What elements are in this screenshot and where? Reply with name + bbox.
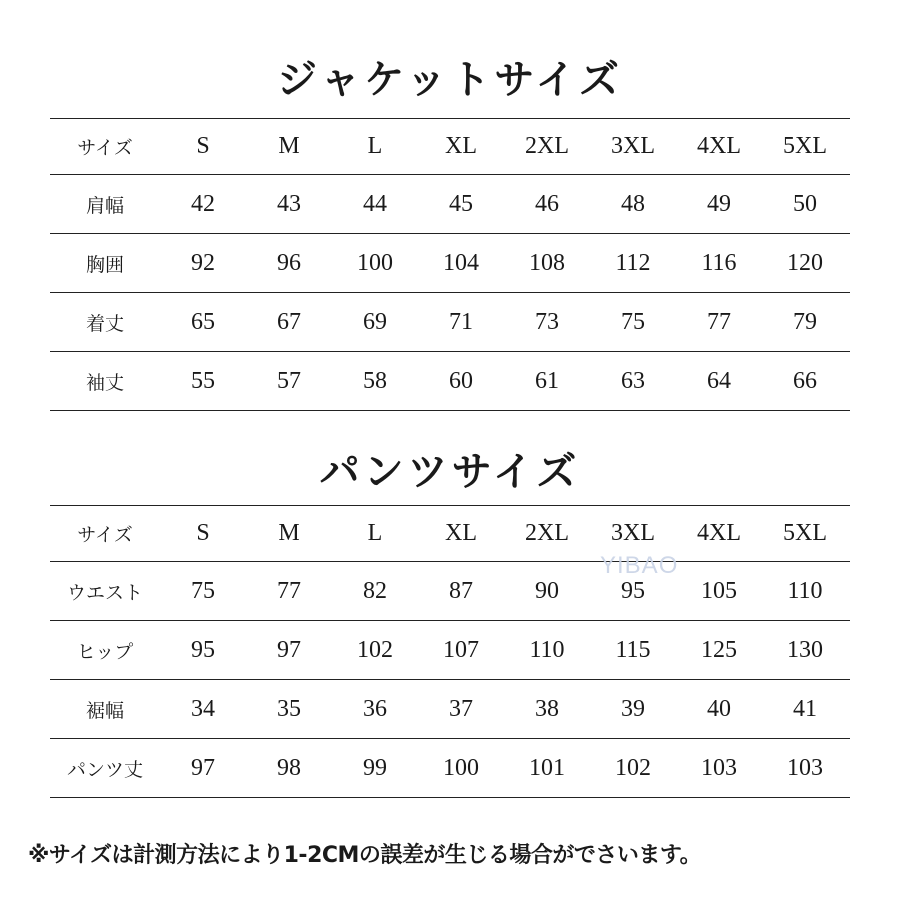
row-label: 着丈 [85, 312, 124, 335]
table-cell: 67 [277, 308, 301, 335]
table-cell: 77 [277, 577, 301, 604]
size-header: XL [445, 520, 477, 546]
table-cell: 112 [615, 249, 651, 276]
table-row [50, 561, 850, 620]
table-cell: 41 [793, 695, 817, 722]
table-row [50, 738, 850, 798]
table-cell: 107 [443, 636, 479, 663]
table-cell: 58 [363, 367, 387, 394]
table-cell: 125 [701, 636, 737, 663]
row-label: 肩幅 [85, 194, 124, 217]
table-cell: 99 [363, 754, 387, 781]
pants-size-table [50, 505, 850, 798]
table-cell: 63 [621, 367, 645, 394]
table-cell: 95 [621, 577, 645, 604]
table-cell: 73 [535, 308, 559, 335]
table-cell: 42 [191, 190, 215, 217]
table-cell: 110 [529, 636, 565, 663]
table-cell: 75 [621, 308, 645, 335]
table-cell: 71 [449, 308, 473, 335]
table-row [50, 233, 850, 292]
table-cell: 61 [535, 367, 559, 394]
table-cell: 87 [449, 577, 473, 604]
table-cell: 103 [787, 754, 823, 781]
measurement-note: ※サイズは計測方法により1-2CMの誤差が生じる場合がでさいます。 [28, 843, 702, 868]
size-header: S [196, 520, 210, 546]
table-cell: 44 [363, 190, 387, 217]
table-cell: 97 [277, 636, 301, 663]
table-cell: 69 [363, 308, 387, 335]
table-cell: 100 [357, 249, 393, 276]
table-cell: 79 [793, 308, 817, 335]
size-header: L [367, 133, 383, 159]
table-cell: 38 [535, 695, 559, 722]
size-header: 3XL [611, 520, 655, 546]
table-cell: 45 [449, 190, 473, 217]
table-header-row [50, 118, 850, 174]
size-header: 4XL [697, 520, 741, 546]
size-header: 4XL [697, 133, 741, 159]
size-header: XL [445, 133, 477, 159]
size-header: M [278, 133, 300, 159]
jacket-size-title: ジャケットサイズ [277, 56, 623, 103]
size-header: 2XL [525, 520, 569, 546]
table-cell: 66 [793, 367, 817, 394]
table-row [50, 620, 850, 679]
row-label: パンツ丈 [66, 758, 143, 781]
size-header: 2XL [525, 133, 569, 159]
row-label: 裾幅 [85, 699, 124, 722]
table-cell: 55 [191, 367, 215, 394]
size-header: 3XL [611, 133, 655, 159]
table-cell: 37 [449, 695, 473, 722]
jacket-size-table [50, 118, 850, 411]
table-cell: 75 [191, 577, 215, 604]
table-cell: 116 [701, 249, 737, 276]
table-cell: 46 [535, 190, 559, 217]
table-cell: 97 [191, 754, 215, 781]
table-cell: 104 [443, 249, 479, 276]
table-cell: 65 [191, 308, 215, 335]
table-cell: 49 [707, 190, 731, 217]
table-row [50, 679, 850, 738]
table-cell: 95 [191, 636, 215, 663]
table-cell: 130 [787, 636, 823, 663]
table-cell: 96 [277, 249, 301, 276]
table-cell: 103 [701, 754, 737, 781]
table-cell: 115 [615, 636, 651, 663]
table-cell: 102 [357, 636, 393, 663]
table-cell: 102 [615, 754, 651, 781]
row-label: 袖丈 [85, 371, 124, 394]
table-cell: 35 [277, 695, 301, 722]
table-cell: 50 [793, 190, 817, 217]
table-row [50, 174, 850, 233]
size-header: L [367, 520, 383, 546]
table-cell: 120 [787, 249, 823, 276]
size-header: S [196, 133, 210, 159]
table-cell: 34 [191, 695, 215, 722]
header-label: サイズ [77, 524, 133, 546]
table-cell: 39 [621, 695, 645, 722]
table-row [50, 351, 850, 411]
table-cell: 82 [363, 577, 387, 604]
pants-size-title: パンツサイズ [319, 448, 581, 495]
table-cell: 60 [449, 367, 473, 394]
table-cell: 36 [363, 695, 387, 722]
table-cell: 92 [191, 249, 215, 276]
table-cell: 101 [529, 754, 565, 781]
size-header: 5XL [783, 520, 827, 546]
table-cell: 57 [277, 367, 301, 394]
table-cell: 100 [443, 754, 479, 781]
table-cell: 40 [707, 695, 731, 722]
table-cell: 108 [529, 249, 565, 276]
table-cell: 64 [707, 367, 731, 394]
row-label: 胸囲 [85, 253, 124, 276]
watermark: YIBAO [600, 552, 679, 579]
size-header: 5XL [783, 133, 827, 159]
table-cell: 98 [277, 754, 301, 781]
size-header: M [278, 520, 300, 546]
table-cell: 43 [277, 190, 301, 217]
table-cell: 90 [535, 577, 559, 604]
header-label: サイズ [77, 137, 133, 159]
row-label: ヒップ [76, 640, 134, 663]
table-cell: 77 [707, 308, 731, 335]
table-cell: 110 [787, 577, 823, 604]
table-cell: 48 [621, 190, 645, 217]
table-header-row [50, 505, 850, 561]
table-row [50, 292, 850, 351]
table-cell: 105 [701, 577, 737, 604]
row-label: ウエスト [66, 581, 143, 604]
